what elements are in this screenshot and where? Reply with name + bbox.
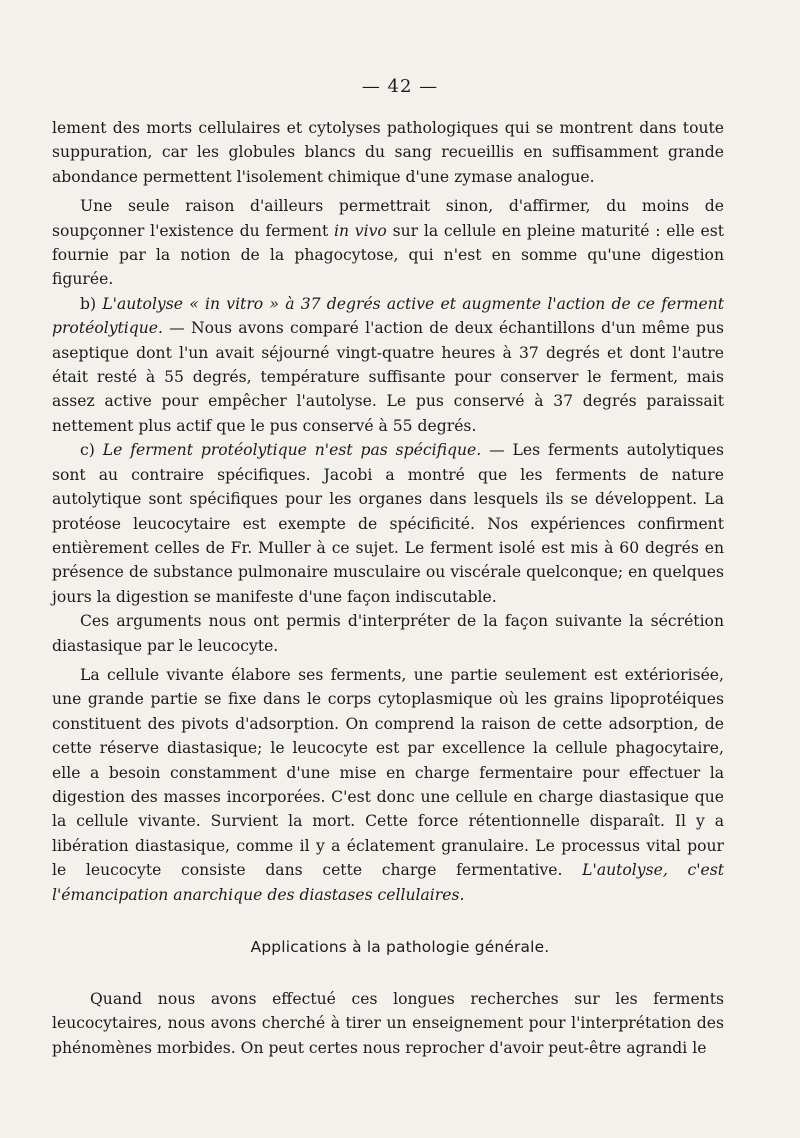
section-heading: Applications à la pathologie générale.: [250, 938, 550, 956]
body-text: [52, 116, 724, 907]
text-run: — Les ferments autolytiques sont au contraire spécifiques. Jacobi a montré que les ferments de nature autolytique sont spécifiques pour les organes dans lesquels ils se développent. La protéose leucocytaire est exempte de spécificité. Nos expériences confirment entièrement celles de Fr. Muller à ce sujet. Le ferment isolé est mis à 60 degrés en présence de substance pulmonaire musculaire ou viscérale quelconque; en quelques jours la digestion se manifeste d'une façon indiscutable.: [52, 441, 725, 606]
italic-text-run: in vivo: [334, 221, 387, 240]
paragraph: [52, 987, 724, 1060]
text-run: sur la cellule en pleine maturité : elle est fournie par la notion de la phagocytose, qui n'est en somme qu'une digestion figurée.: [52, 221, 724, 289]
text-run: lement des morts cellulaires et cytolyses pathologiques qui se montrent dans toute suppuration, car les globules blancs du sang recueillis en suffisamment grande abondance permettent l'isolement chimique d'une zymase analogue.: [52, 119, 724, 186]
text-run: La cellule vivante élabore ses ferments, une partie seulement est extériorisée, une grande partie se fixe dans le corps cytoplasmique où les grains lipoprotéiques constituent des pivots d'adsorption. On comprend la raison de cette adsorption, de cette réserve diastasique; le leucocyte est par excellence la cellule phagocytaire, elle a besoin constamment d'une mise en charge fermentaire pour effectuer la digestion des masses incorporées. C'est donc une cellule en charge diastasique que la cellule vivante. Survient la mort. Cette force rétentionnelle disparaît. Il y a libération diastasique, comme il y a éclatement granulaire. Le processus vital pour le leucocyte consiste dans cette charge fermentative.: [52, 665, 724, 880]
section-body-text: [52, 987, 724, 1060]
paragraph: [52, 438, 724, 609]
page-number: — 42 —: [361, 76, 439, 97]
paragraph: [52, 116, 724, 189]
italic-text-run: L'autolyse « in vitro » à 37 degrés active et augmente l'action de ce ferment protéolytique.: [52, 294, 724, 338]
text-run: Ces arguments nous ont permis d'interpréter de la façon suivante la sécrétion diastasique par le leucocyte.: [52, 612, 724, 655]
paragraph: [52, 663, 724, 907]
text-run: Quand nous avons effectué ces longues recherches sur les ferments leucocytaires, nous avons cherché à tirer un enseignement pour l'interprétation des phénomènes morbides. On peut certes nous reprocher d'avoir peut-être agrandi le: [52, 990, 724, 1057]
text-run: — Nous avons comparé l'action de deux échantillons d'un même pus aseptique dont l'un avait séjourné vingt-quatre heures à 37 degrés et dont l'autre était resté à 55 degrés, température suffisante pour conserver le ferment, mais assez active pour empêcher l'autolyse. Le pus conservé à 37 degrés paraissait nettement plus actif que le pus conservé à 55 degrés.: [52, 319, 724, 435]
italic-text-run: L'autolyse, c'est l'émancipation anarchique des diastases cellulaires.: [52, 861, 724, 904]
italic-text-run: Le ferment protéolytique n'est pas spécifique.: [102, 441, 482, 460]
paragraph: [52, 609, 724, 658]
text-run: c): [80, 441, 103, 460]
paragraph: [52, 292, 724, 438]
paragraph: [52, 194, 724, 292]
text-run: Une seule raison d'ailleurs permettrait sinon, d'affirmer, du moins de soupçonner l'existence du ferment: [52, 197, 724, 240]
text-run: b): [80, 294, 103, 313]
